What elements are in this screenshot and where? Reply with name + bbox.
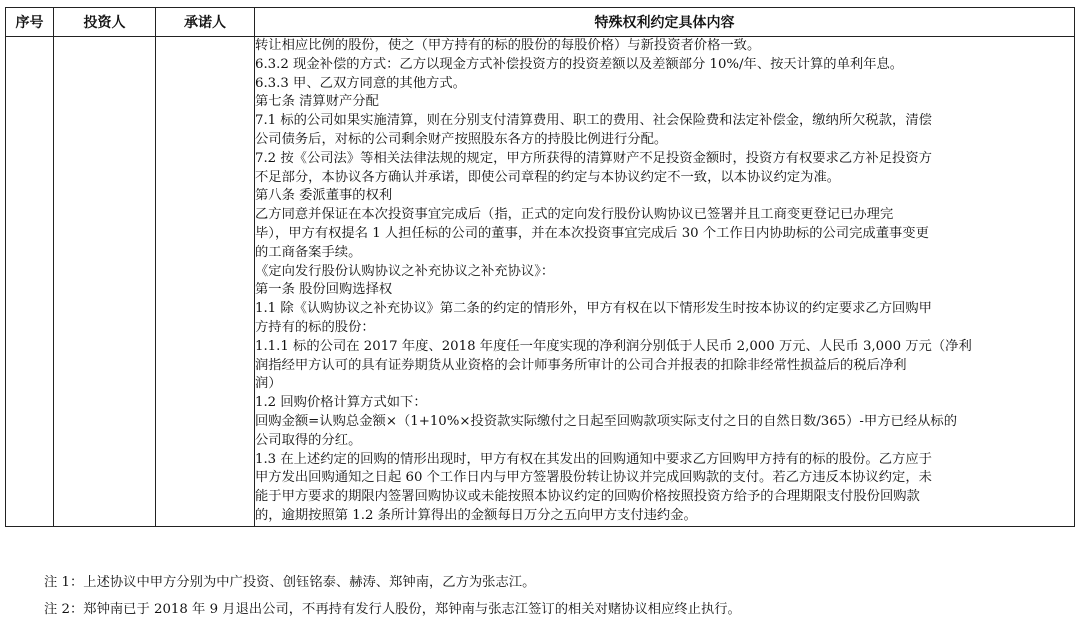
header-promisor: 承诺人	[156, 8, 255, 37]
content-line: 7.2 按《公司法》等相关法律法规的规定，甲方所获得的清算财产不足投资金额时，投资方有权要求乙方补足投资方	[255, 150, 932, 166]
content-line: 转让相应比例的股份，使之（甲方持有的标的股份的每股价格）与新投资者价格一致。	[255, 38, 761, 53]
header-investor: 投资人	[54, 8, 156, 37]
content-line: 公司取得的分红。	[255, 432, 362, 448]
footnotes	[44, 574, 741, 619]
footnote-2: 注 2：郑钟南已于 2018 年 9 月退出公司，不再持有发行人股份，郑钟南与张志江签订的相关对赌协议相应终止执行。	[44, 602, 741, 617]
content-line: 能于甲方要求的期限内签署回购协议或未能按照本协议约定的回购价格按照投资方给予的合理期限支付股份回购款	[255, 489, 920, 505]
content-line: 甲方发出回购通知之日起 60 个工作日内与甲方签署股份转让协议并完成回购款的支付。若乙方违反本协议约定，未	[255, 470, 932, 486]
cell-investor	[54, 37, 156, 527]
content-line: 7.1 标的公司如果实施清算，则在分别支付清算费用、职工的费用、社会保险费和法定补偿金，缴纳所欠税款，清偿	[255, 113, 932, 129]
content-line: 润指经甲方认可的具有证券期货从业资格的会计师事务所审计的公司合并报表的扣除非经常性损益后的税后净利	[255, 357, 907, 373]
content-line: 第一条 股份回购选择权	[255, 282, 393, 298]
content-line: 回购金额=认购总金额×（1+10%×投资款实际缴付之日起至回购款项实际支付之日的自然日数/365）-甲方已经从标的	[255, 413, 957, 429]
cell-promisor	[156, 37, 255, 527]
content-line: 第八条 委派董事的权利	[255, 188, 393, 204]
header-special-rights-content: 特殊权利约定具体内容	[255, 8, 1075, 37]
content-line: 第七条 清算财产分配	[255, 94, 379, 110]
footnote-1: 注 1：上述协议中甲方分别为中广投资、创钰铭泰、赫涛、郑钟南，乙方为张志江。	[44, 575, 536, 590]
content-line: 6.3.2 现金补偿的方式：乙方以现金方式补偿投资方的投资差额以及差额部分 10%/年、按天计算的单利年息。	[255, 56, 904, 72]
cell-serial-no	[6, 37, 54, 527]
content-line: 不足部分，本协议各方确认并承诺，即使公司章程的约定与本协议约定不一致，以本协议约定为准。	[255, 169, 841, 185]
content-line: 1.1.1 标的公司在 2017 年度、2018 年度任一年度实现的净利润分别低于人民币 2,000 万元、人民币 3,000 万元（净利	[255, 338, 972, 354]
content-line: 乙方同意并保证在本次投资事宜完成后（指，正式的定向发行股份认购协议已签署并且工商变更登记已办理完	[255, 207, 894, 223]
table-row	[6, 37, 1075, 527]
content-line: 润）	[255, 376, 282, 392]
content-line: 的工商备案手续。	[255, 244, 362, 260]
header-serial-no: 序号	[6, 8, 54, 37]
content-line: 1.2 回购价格计算方式如下：	[255, 395, 427, 411]
content-line: 1.1 除《认购协议之补充协议》第二条的约定的情形外，甲方有权在以下情形发生时按本协议的约定要求乙方回购甲	[255, 301, 932, 317]
content-line: 《定向发行股份认购协议之补充协议之补充协议》：	[255, 263, 555, 279]
content-line: 方持有的标的股份：	[255, 319, 375, 335]
special-rights-table	[5, 7, 1075, 527]
content-line: 1.3 在上述约定的回购的情形出现时，甲方有权在其发出的回购通知中要求乙方回购甲方持有的标的股份。乙方应于	[255, 451, 932, 467]
table-header-row	[6, 8, 1075, 37]
content-line: 公司债务后，对标的公司剩余财产按照股东各方的持股比例进行分配。	[255, 131, 668, 147]
content-line: 6.3.3 甲、乙双方同意的其他方式。	[255, 75, 466, 91]
content-line: 毕），甲方有权提名 1 人担任标的公司的董事，并在本次投资事宜完成后 30 个工作日内协助标的公司完成董事变更	[255, 225, 929, 241]
cell-special-rights-content	[255, 37, 1075, 527]
content-line: 的，逾期按照第 1.2 条所计算得出的金额每日万分之五向甲方支付违约金。	[255, 507, 697, 523]
